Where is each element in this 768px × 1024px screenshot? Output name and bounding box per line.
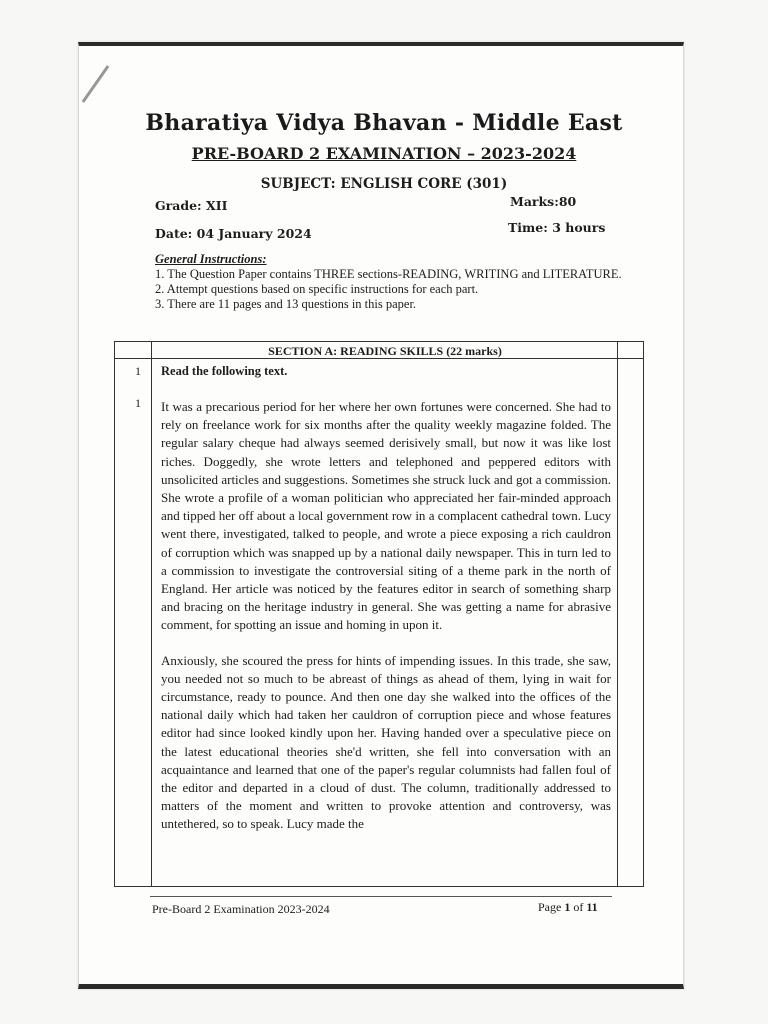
marks-label: Marks:80	[510, 194, 577, 209]
page-of: of	[570, 900, 587, 914]
question-number: 1	[135, 364, 141, 378]
question-table	[114, 341, 644, 887]
page-current: 1	[564, 900, 571, 914]
sub-question-number: 1	[135, 396, 141, 410]
page-prefix: Page	[538, 900, 565, 914]
passage-paragraph: It was a precarious period for her where her own fortunes were concerned. She had to rely on freelance work for six months after the quality weekly magazine folded. The regular salary cheque had always seemed derisively small, but now it was like lost riches. Doggedly, she wrote letters and telephoned and peppered editors with unsolicited articles and suggestions. Sometimes she struck luck and got a commission. She wrote a profile of a woman politician who appreciated her fair-minded approach and tipped her off about a local government row in a complacent cathedral town. Lucy went there, investigated, talked to people, and wrote a piece exposing a rich cauldron of corruption which was snapped up by a national daily newspaper. This in turn led to a commission to investigate the controversial siting of a theme park in the north of England. Her article was noticed by the features editor in search of something sharp and bracing on the heritage industry in general. She was getting a name for abrasive comment, for spotting an issue and homing in upon it.	[161, 399, 611, 633]
question-instruction: Read the following text.	[161, 364, 288, 378]
time-label: Time: 3 hours	[508, 220, 606, 235]
date-label: Date: 04 January 2024	[155, 226, 312, 241]
instructions-heading: General Instructions:	[155, 252, 267, 266]
column-divider	[617, 342, 618, 886]
footer-exam-name: Pre-Board 2 Examination 2023-2024	[152, 902, 330, 916]
page-total: 11	[586, 900, 598, 914]
reading-passage	[161, 398, 611, 851]
general-instructions	[155, 252, 625, 312]
school-name: Bharatiya Vidya Bhavan - Middle East	[145, 110, 623, 136]
instruction-item: 2. Attempt questions based on specific instructions for each part.	[155, 282, 479, 296]
subject-line: SUBJECT: ENGLISH CORE (301)	[260, 176, 508, 192]
footer-rule	[150, 896, 612, 897]
page-number	[538, 900, 598, 915]
instruction-item: 1. The Question Paper contains THREE sections-READING, WRITING and LITERATURE.	[155, 267, 622, 281]
exam-title: PRE-BOARD 2 EXAMINATION – 2023-2024	[191, 144, 577, 163]
instruction-item: 3. There are 11 pages and 13 questions in this paper.	[155, 297, 417, 311]
section-heading: SECTION A: READING SKILLS (22 marks)	[268, 344, 502, 358]
grade-label: Grade: XII	[155, 198, 228, 213]
passage-paragraph: Anxiously, she scoured the press for hints of impending issues. In this trade, she saw, you needed not so much to be abreast of things as ahead of them, lying in wait for circumstance, ready to pounce. And then one day she walked into the offices of the national daily which had taken her cauldron of corruption piece and whose features editor had since looked kindly upon her. Having handed over a speculative piece on the latest educational theories she'd written, she fell into conversation with an acquaintance and learned that one of the paper's regular columnists had fallen foul of the editor and departed in a cloud of dust. The column, traditionally addressed to matters of the moment and written to provoke attention and controversy, was untethered, so to speak. Lucy made the	[161, 652, 611, 832]
column-divider	[151, 342, 152, 886]
